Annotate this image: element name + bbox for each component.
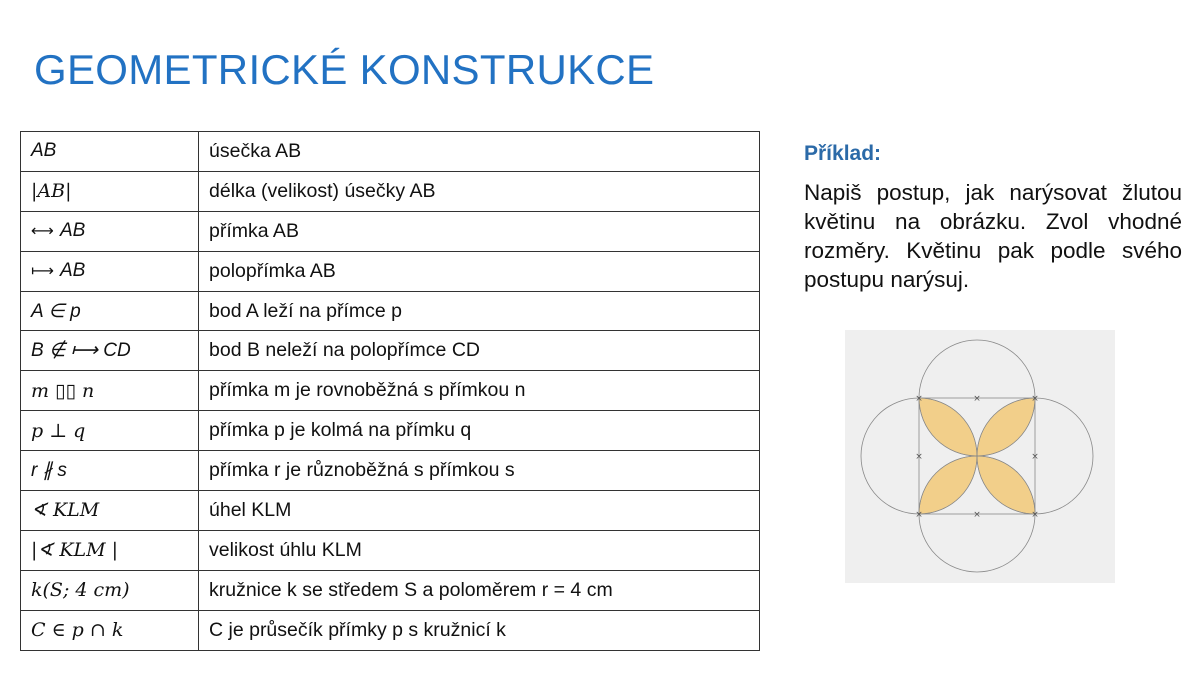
flower-construction-diagram bbox=[845, 330, 1115, 583]
description-cell: úhel KLM bbox=[199, 491, 760, 531]
description-cell: úsečka AB bbox=[199, 132, 760, 172]
petal bbox=[919, 398, 977, 456]
description-cell: přímka m je rovnoběžná s přímkou n bbox=[199, 371, 760, 411]
symbol-cell: AB bbox=[21, 132, 199, 172]
example-heading: Příklad: bbox=[804, 142, 882, 165]
point-mark: × bbox=[1031, 510, 1039, 520]
symbol-cell: C ∈ p ∩ k bbox=[21, 610, 199, 650]
description-cell: délka (velikost) úsečky AB bbox=[199, 171, 760, 211]
description-cell: přímka p je kolmá na přímku q bbox=[199, 411, 760, 451]
symbol-cell: k(S; 4 cm) bbox=[21, 570, 199, 610]
ray-arrow-icon: ⟼ bbox=[31, 261, 54, 281]
point-mark: × bbox=[973, 394, 981, 404]
example-text: Napiš postup, jak narýsovat žlutou květinu na obrázku. Zvol vhodné rozměry. Květinu pak podle svého postupu narýsuj. bbox=[804, 180, 1182, 292]
description-cell: bod B neleží na polopřímce CD bbox=[199, 331, 760, 371]
table-row bbox=[21, 371, 760, 411]
symbol-cell: p ⊥ q bbox=[21, 411, 199, 451]
symbol-cell: ∢ KLM bbox=[21, 491, 199, 531]
symbol-cell: A ∈ p bbox=[21, 291, 199, 331]
table-row bbox=[21, 411, 760, 451]
point-mark: × bbox=[1031, 452, 1039, 462]
point-mark: × bbox=[915, 510, 923, 520]
point-mark: × bbox=[915, 452, 923, 462]
petal bbox=[977, 456, 1035, 514]
flower-construction-figure bbox=[845, 330, 1115, 583]
point-mark: × bbox=[973, 510, 981, 520]
table-row bbox=[21, 570, 760, 610]
petal bbox=[977, 398, 1035, 456]
table-row bbox=[21, 171, 760, 211]
table-row bbox=[21, 451, 760, 491]
symbol-cell: |∢ KLM | bbox=[21, 530, 199, 570]
description-cell: bod A leží na přímce p bbox=[199, 291, 760, 331]
notation-table bbox=[20, 131, 760, 651]
symbol-cell: B ∉ ⟼ CD bbox=[21, 331, 199, 371]
symbol-cell: m ▯▯ n bbox=[21, 371, 199, 411]
table-row bbox=[21, 530, 760, 570]
table-row bbox=[21, 610, 760, 650]
table-row bbox=[21, 132, 760, 172]
description-cell: přímka AB bbox=[199, 211, 760, 251]
table-row bbox=[21, 251, 760, 291]
petal bbox=[919, 456, 977, 514]
symbol-cell bbox=[21, 211, 199, 251]
symbol-cell: r ∦ s bbox=[21, 451, 199, 491]
description-cell: kružnice k se středem S a poloměrem r = 4 cm bbox=[199, 570, 760, 610]
description-cell: polopřímka AB bbox=[199, 251, 760, 291]
table-row bbox=[21, 331, 760, 371]
page-title: GEOMETRICKÉ KONSTRUKCE bbox=[34, 46, 655, 93]
symbol-cell: |AB| bbox=[21, 171, 199, 211]
table-row bbox=[21, 211, 760, 251]
table-row bbox=[21, 291, 760, 331]
point-mark: × bbox=[915, 394, 923, 404]
description-cell: C je průsečík přímky p s kružnicí k bbox=[199, 610, 760, 650]
description-cell: velikost úhlu KLM bbox=[199, 530, 760, 570]
table-row bbox=[21, 491, 760, 531]
symbol-cell bbox=[21, 251, 199, 291]
double-arrow-icon: ⟷ bbox=[31, 221, 54, 241]
construction-lines bbox=[861, 340, 1093, 572]
symbol-text: AB bbox=[59, 220, 86, 242]
symbol-text: AB bbox=[59, 260, 86, 282]
description-cell: přímka r je různoběžná s přímkou s bbox=[199, 451, 760, 491]
point-mark: × bbox=[1031, 394, 1039, 404]
